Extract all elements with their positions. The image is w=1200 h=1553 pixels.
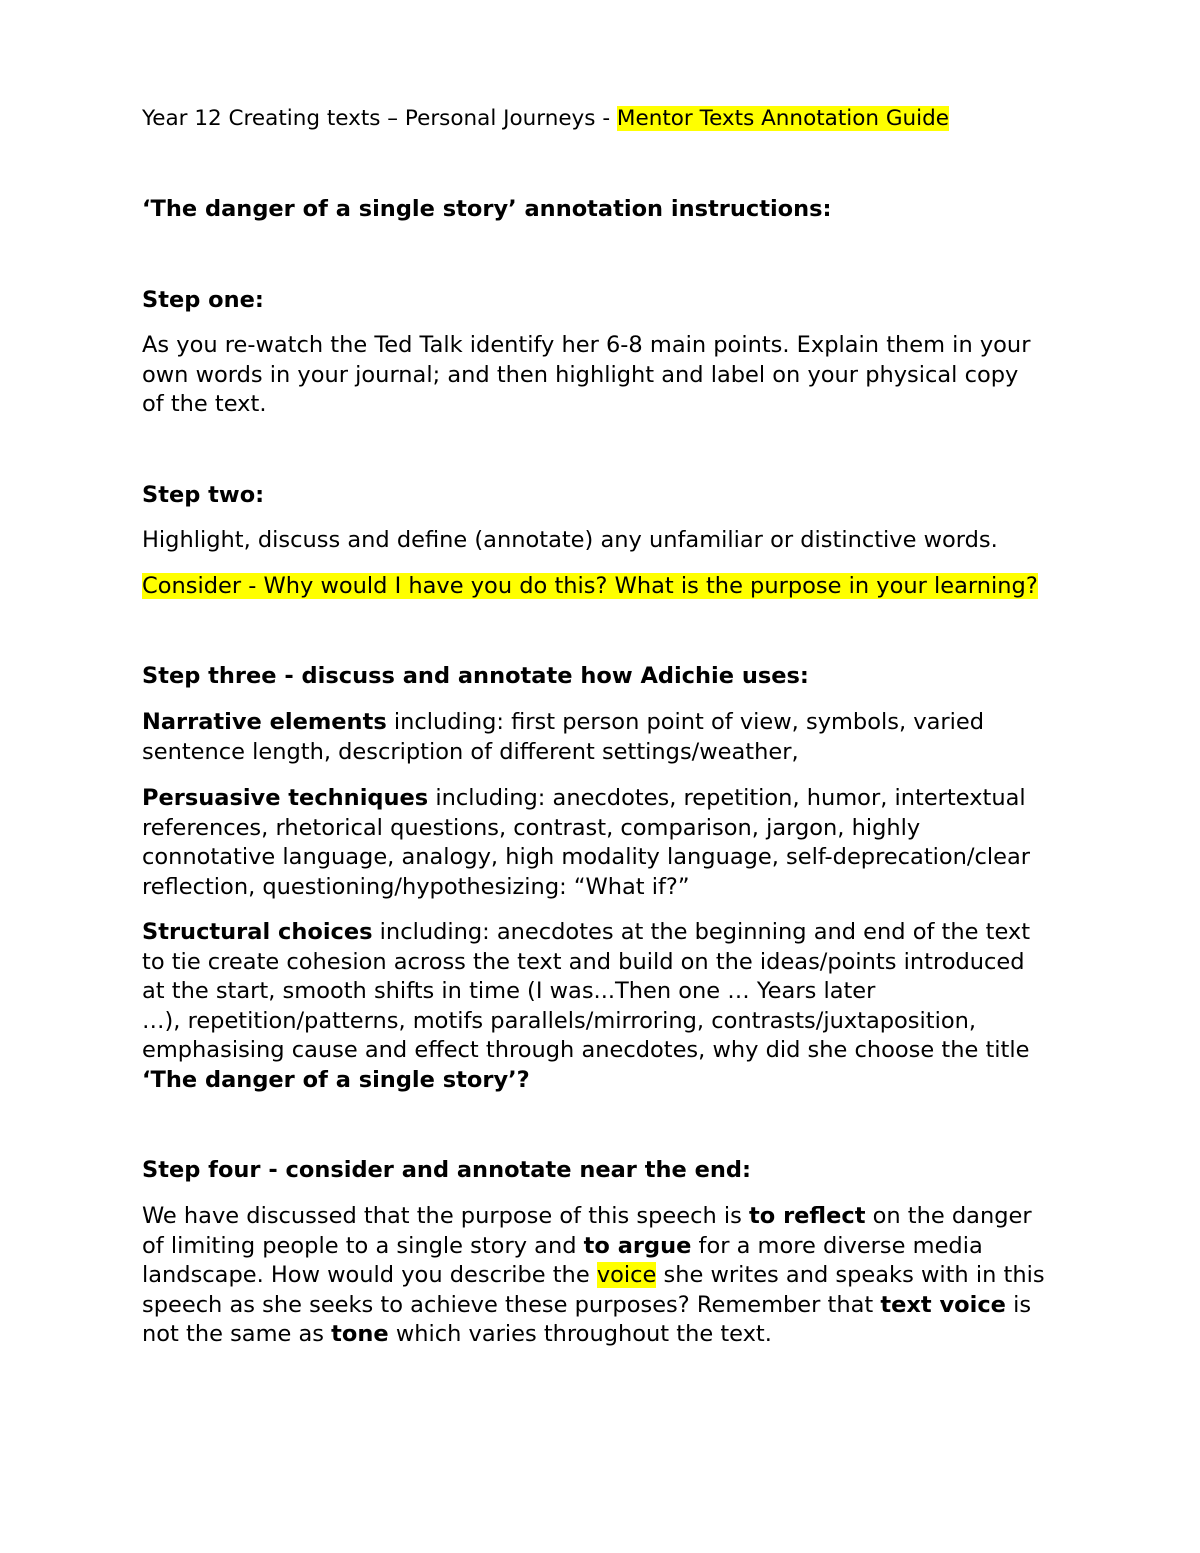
document-title: ‘The danger of a single story’ annotation instructions: (142, 196, 832, 222)
narrative-text: including: first person point of view, symbols, varied (386, 709, 984, 735)
step-two-consider (142, 572, 1038, 602)
step-four-text: We have discussed that the purpose of this speech is (142, 1203, 750, 1229)
narrative-term: Narrative elements (142, 709, 387, 735)
structural-line: at the start, smooth shifts in time (I was...Then one … Years later (142, 978, 876, 1005)
persuasive-techniques-paragraph (142, 784, 1030, 902)
step-four-heading: Step four - consider and annotate near the end: (142, 1157, 751, 1183)
persuasive-line: references, rhetorical questions, contrast, comparison, jargon, highly (142, 814, 921, 841)
step-four-bold: text voice (880, 1291, 1006, 1318)
persuasive-term: Persuasive techniques (142, 785, 429, 811)
step-four-text: for a more diverse media (691, 1232, 983, 1259)
step-four-text: she writes and speaks with in this (656, 1262, 1045, 1289)
step-four-text: which varies throughout the text. (388, 1321, 772, 1348)
header-highlight: Mentor Texts Annotation Guide (616, 106, 949, 131)
step-three-heading: Step three - discuss and annotate how Adichie uses: (142, 663, 809, 689)
step-four-bold: to reflect (749, 1203, 866, 1229)
step-four-text: speech as she seeks to achieve these purposes? Remember that (142, 1291, 881, 1318)
document-header (142, 104, 949, 134)
persuasive-line: reflection, questioning/hypothesizing: “What if?” (142, 873, 690, 900)
step-one-line: of the text. (142, 391, 267, 418)
step-two-line: Highlight, discuss and define (annotate) any unfamiliar or distinctive words. (142, 527, 998, 553)
step-one-heading: Step one: (142, 287, 264, 313)
step-four-text: is (1005, 1291, 1032, 1318)
structural-line: emphasising cause and effect through anecdotes, why did she choose the title (142, 1037, 1030, 1064)
voice-highlight: voice (596, 1262, 657, 1289)
consider-highlight: Consider - Why would I have you do this? What is the purpose in your learning? (142, 573, 1038, 599)
step-one-line: As you re-watch the Ted Talk identify her 6-8 main points. Explain them in your (142, 332, 1031, 358)
structural-line: to tie create cohesion across the text and build on the ideas/points introduced (142, 948, 1025, 975)
structural-text: including: anecdotes at the beginning and end of the text (372, 919, 1031, 945)
step-four-body (142, 1202, 1045, 1350)
narrative-line: sentence length, description of different settings/weather, (142, 738, 799, 765)
step-one-body (142, 331, 1030, 420)
narrative-elements-paragraph (142, 708, 984, 767)
step-four-text: of limiting people to a single story and (142, 1232, 584, 1259)
step-four-text: not the same as (142, 1321, 332, 1348)
structural-term: Structural choices (142, 919, 373, 945)
structural-title-question: ‘The danger of a single story’? (142, 1066, 530, 1093)
persuasive-line: connotative language, analogy, high modality language, self-deprecation/clear (142, 844, 1031, 871)
step-four-text: landscape. How would you describe the (142, 1262, 597, 1289)
step-four-text: on the danger (865, 1203, 1032, 1229)
step-two-heading: Step two: (142, 482, 265, 508)
structural-choices-paragraph (142, 918, 1030, 1096)
step-four-bold: to argue (583, 1232, 692, 1259)
step-one-line: own words in your journal; and then highlight and label on your physical copy (142, 361, 1019, 388)
persuasive-text: including: anecdotes, repetition, humor, intertextual (428, 785, 1026, 811)
header-prefix: Year 12 Creating texts – Personal Journeys - (142, 106, 617, 131)
structural-line: …), repetition/patterns, motifs parallels/mirroring, contrasts/juxtaposition, (142, 1007, 977, 1034)
step-four-bold: tone (331, 1321, 389, 1348)
